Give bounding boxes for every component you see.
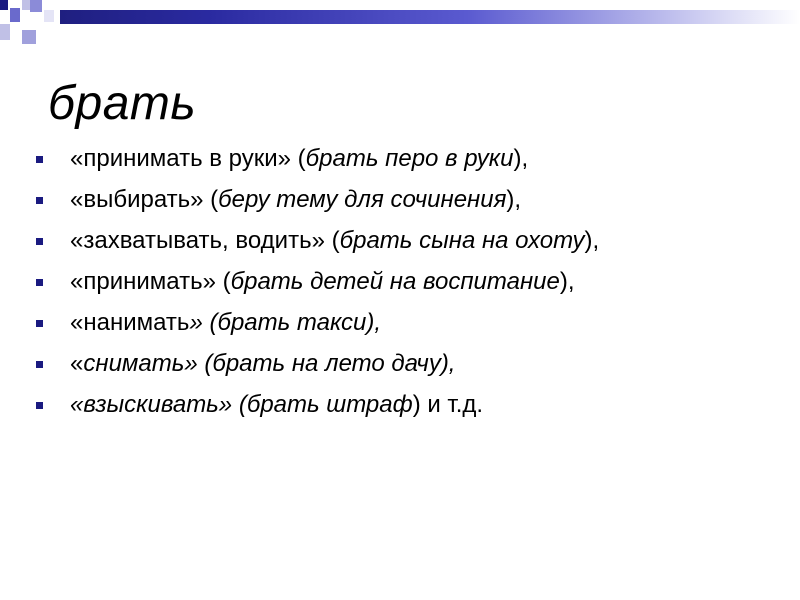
square-bullet-icon (36, 197, 43, 204)
square-bullet-icon (36, 402, 43, 409)
header-gradient-band (60, 10, 800, 24)
bullet-text: снимать» (брать на лето дачу), (83, 350, 456, 377)
bullet-text: ) и т.д. (412, 391, 484, 418)
decor-square (22, 30, 36, 44)
bullet-item (36, 143, 776, 175)
decor-square (0, 0, 8, 10)
bullet-item (36, 184, 776, 216)
bullet-text: беру тему для сочинения (218, 186, 507, 213)
bullet-list (36, 143, 776, 430)
bullet-item (36, 389, 776, 421)
bullet-item (36, 225, 776, 257)
bullet-text: «принимать» ( (70, 268, 231, 295)
decor-square (10, 8, 20, 22)
bullet-text: «нанимать (70, 309, 190, 336)
decor-square (0, 24, 10, 40)
bullet-item (36, 307, 776, 339)
bullet-text: « (70, 350, 84, 377)
decor-square (30, 0, 42, 12)
bullet-item (36, 348, 776, 380)
bullet-text: ), (513, 145, 529, 172)
bullet-text: ), (506, 186, 522, 213)
square-bullet-icon (36, 156, 43, 163)
bullet-text: брать сына на охоту (339, 227, 585, 254)
bullet-item (36, 266, 776, 298)
square-bullet-icon (36, 279, 43, 286)
bullet-text: «выбирать» ( (70, 186, 219, 213)
bullet-text: ), (584, 227, 600, 254)
square-bullet-icon (36, 238, 43, 245)
bullet-text: «захватывать, водить» ( (70, 227, 340, 254)
bullet-text: брать детей на воспитание (230, 268, 560, 295)
decor-square (22, 0, 30, 10)
square-bullet-icon (36, 361, 43, 368)
decor-square (44, 10, 54, 22)
square-bullet-icon (36, 320, 43, 327)
bullet-text: «взыскивать» (брать штраф (70, 391, 413, 418)
slide-title: брать (48, 77, 197, 130)
bullet-text: ), (559, 268, 575, 295)
bullet-text: брать перо в руки (305, 145, 514, 172)
bullet-text: » (брать такси), (189, 309, 382, 336)
bullet-text: «принимать в руки» ( (70, 145, 306, 172)
